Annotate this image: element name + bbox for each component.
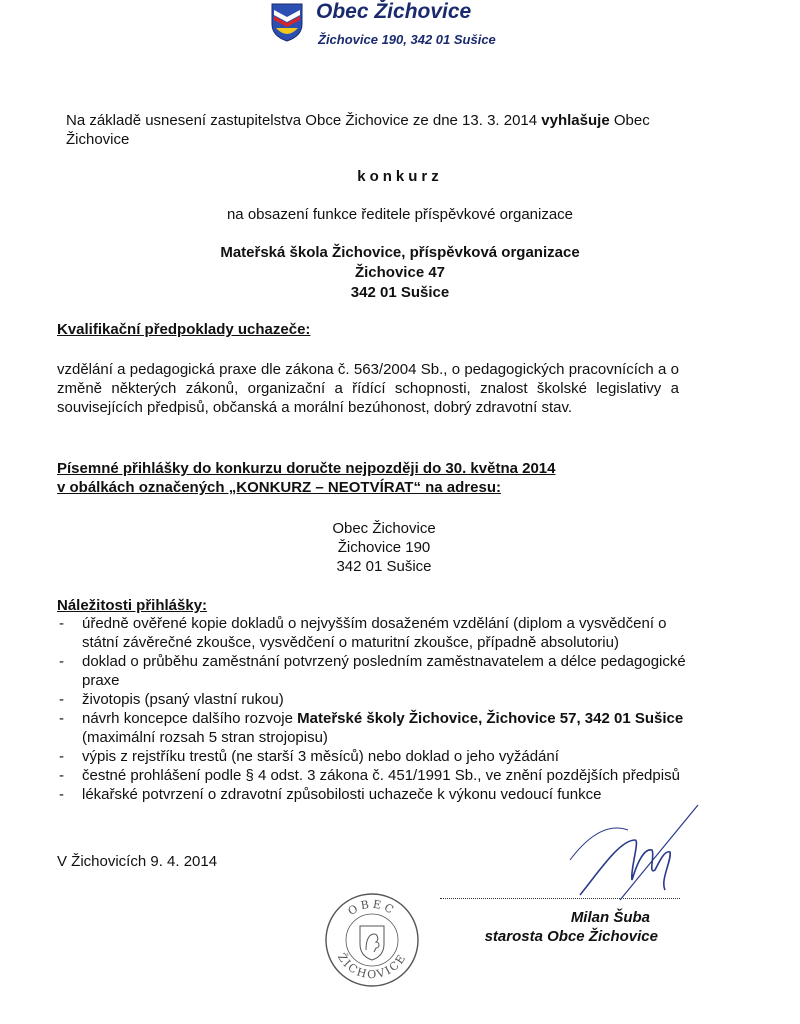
stamp-bottom-text: ŽICHOVICE [334, 951, 410, 982]
requirement-text: úředně ověřené kopie dokladů o nejvyšším dosaženém vzdělání (diplom a vysvědčení o státní závěrečné zkoušce, vysvědčení o maturitní zkoušce, případně absolutoriu) [82, 615, 667, 651]
applications-line-2: v obálkách označených „KONKURZ – NEOTVÍRAT“ na adresu: [57, 479, 501, 496]
list-item [57, 747, 707, 766]
handwritten-signature [560, 800, 700, 910]
requirements-heading: Náležitosti přihlášky: [57, 597, 208, 614]
requirement-school-bold: Mateřské školy Žichovice, Žichovice 57, 342 01 Sušice [297, 710, 684, 727]
list-dash: - [59, 710, 64, 727]
list-item [57, 652, 707, 690]
list-dash: - [59, 691, 64, 708]
qualifications-text: vzdělání a pedagogická praxe dle zákona č. 563/2004 Sb., o pedagogických pracovnících a o změně některých zákonů, organizační a řídící schopnosti, znalost školské legislativy a souvisejících předpisů, občanská a morální bezúhonost, dobrý zdravotní stav. [57, 361, 679, 416]
list-item [57, 614, 707, 652]
svg-text:OBEC [346, 898, 399, 918]
municipal-crest-icon [270, 2, 304, 42]
list-dash: - [59, 615, 64, 632]
school-city: 342 01 Sušice [350, 284, 450, 301]
delivery-address-line-2: Žichovice 190 [337, 539, 431, 556]
signature-line [440, 897, 680, 899]
official-stamp [322, 890, 422, 990]
requirement-text: výpis z rejstříku trestů (ne starší 3 měsíců) nebo doklad o jeho vyžádání [82, 748, 559, 765]
intro-bold-word: vyhlašuje [541, 112, 610, 129]
signatory-role: starosta Obce Žichovice [484, 928, 658, 945]
signatory-name: Milan Šuba [570, 909, 650, 926]
requirement-text-before: návrh koncepce dalšího rozvoje [82, 710, 298, 727]
intro-text-before: Na základě usnesení zastupitelstva Obce Žichovice ze dne 13. 3. 2014 [66, 112, 542, 129]
requirement-text: čestné prohlášení podle § 4 odst. 3 zákona č. 451/1991 Sb., ve znění pozdějších předpisů [82, 767, 680, 784]
delivery-address-line-3: 342 01 Sušice [336, 558, 432, 575]
qualifications-heading: Kvalifikační předpoklady uchazeče: [57, 321, 311, 338]
list-item [57, 766, 707, 785]
list-dash: - [59, 786, 64, 803]
list-dash: - [59, 748, 64, 765]
requirement-text: doklad o průběhu zaměstnání potvrzený posledním zaměstnavatelem a délce pedagogické praxe [82, 653, 686, 689]
stamp-top-text: OBEC [345, 897, 399, 918]
requirement-text: lékařské potvrzení o zdravotní způsobilosti uchazeče k výkonu vedoucí funkce [82, 786, 602, 803]
list-item [57, 690, 707, 709]
intro-text-after: Obec Žichovice [66, 112, 650, 148]
school-block [0, 243, 800, 303]
requirements-list [57, 614, 707, 804]
list-item [57, 709, 707, 747]
requirement-text-after: (maximální rozsah 5 stran strojopisu) [82, 729, 328, 746]
place-and-date: V Žichovicích 9. 4. 2014 [57, 853, 218, 870]
applications-line-1: Písemné přihlášky do konkurzu doručte nejpozději do 30. května 2014 [57, 460, 556, 477]
delivery-address-line-1: Obec Žichovice [332, 520, 436, 537]
purpose-line: na obsazení funkce ředitele příspěvkové organizace [226, 206, 574, 223]
applications-heading [57, 459, 697, 497]
delivery-address [0, 519, 768, 576]
document-title: konkurz [357, 168, 443, 185]
school-street: Žichovice 47 [354, 264, 446, 281]
header-address: Žichovice 190, 342 01 Sušice [318, 32, 496, 47]
intro-paragraph [66, 111, 716, 149]
school-name: Mateřská škola Žichovice, příspěvková organizace [220, 244, 580, 261]
requirement-text: životopis (psaný vlastní rukou) [82, 691, 284, 708]
list-dash: - [59, 653, 64, 670]
list-dash: - [59, 767, 64, 784]
header-municipality-name: Obec Žichovice [316, 0, 472, 23]
